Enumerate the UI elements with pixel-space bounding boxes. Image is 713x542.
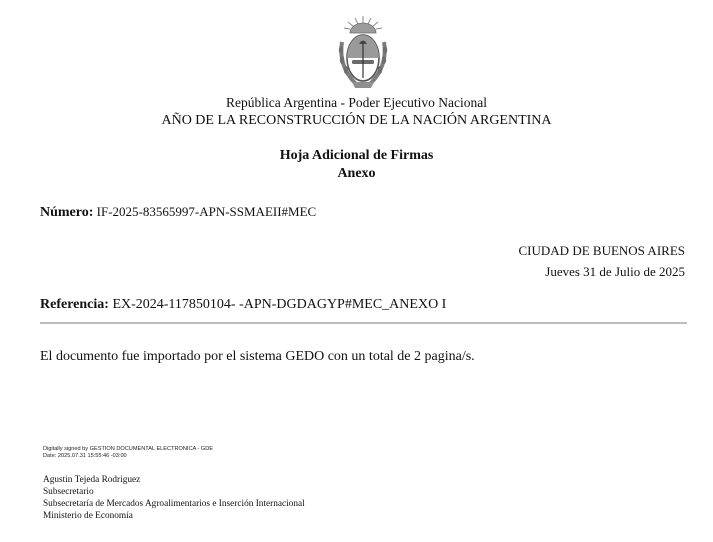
signer-position: Subsecretario — [43, 487, 94, 497]
referencia-label: Referencia: — [40, 297, 109, 312]
document-date: Jueves 31 de Julio de 2025 — [545, 264, 685, 279]
signer-office: Subsecretaría de Mercados Agroalimentarios e Inserción Internacional — [43, 499, 305, 509]
signer-block — [43, 474, 305, 522]
signer-name: Agustin Tejeda Rodriguez — [43, 475, 141, 485]
numero-value: IF-2025-83565997-APN-SSMAEII#MEC — [96, 204, 317, 219]
digital-signature-signed-by: Digitally signed by GESTION DOCUMENTAL ELECTRONICA - GDE — [43, 446, 214, 452]
document-body: El documento fue importado por el sistema GEDO con un total de 2 pagina/s. — [40, 349, 475, 364]
digital-signature-date: Date: 2025.07.31 15:55:46 -03:00 — [43, 452, 127, 459]
document-city: CIUDAD DE BUENOS AIRES — [518, 243, 685, 258]
document-subtitle: Anexo — [337, 166, 376, 181]
digital-signature-stamp — [43, 446, 213, 459]
signer-ministry: Ministerio de Economía — [43, 511, 133, 521]
referencia-value: EX-2024-117850104- -APN-DGDAGYP#MEC_ANEXO I — [112, 297, 447, 312]
document-reference — [40, 297, 446, 313]
header-republic-line: República Argentina - Poder Ejecutivo Nacional — [225, 95, 488, 110]
numero-label: Número: — [40, 205, 94, 220]
document-number — [40, 204, 316, 221]
argentina-coat-of-arms-icon — [336, 14, 390, 94]
separator-line — [40, 322, 687, 324]
header-year-motto: AÑO DE LA RECONSTRUCCIÓN DE LA NACIÓN ARGENTINA — [161, 113, 552, 128]
document-title: Hoja Adicional de Firmas — [279, 148, 434, 163]
